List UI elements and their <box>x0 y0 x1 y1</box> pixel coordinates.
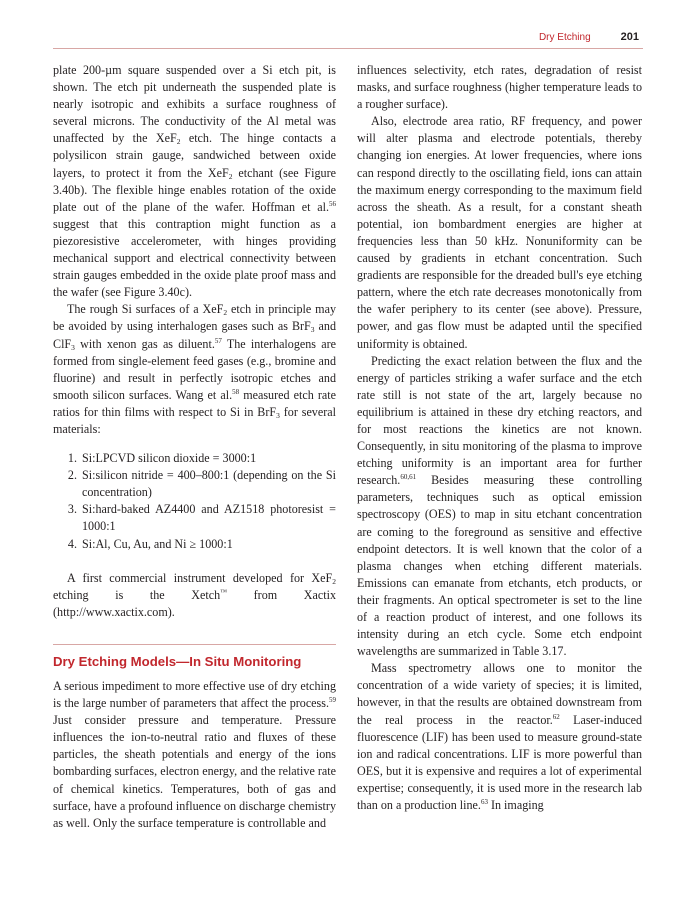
paragraph: influences selectivity, etch rates, degradation of resist masks, and surface roughness (higher temperature leads to a rougher surface). <box>357 63 642 112</box>
reference-marker: 57 <box>214 336 222 345</box>
etch-ratio-list <box>53 450 336 553</box>
list-item: 3. Si:hard-baked AZ4400 and AZ1518 photoresist = 1000:1 <box>67 502 336 534</box>
reference-marker: 59 <box>329 696 336 705</box>
paragraph: Also, electrode area ratio, RF frequency, and power will alter plasma and electrode potentials, thereby changing ion energies. At lower frequencies, where ions can respond directly to the oscillating field, ions can attain the maximum energy corresponding to the maximum field across the sheath. As a result, for a constant sheath potential, ion bombardment energies are higher at frequencies less than 50 kHz. Nonuniformity can be caused by gradients in etchant concentration. Such gradients are responsible for the dreaded bull's eye etching pattern, where the etch rate decreases monotonically from the wafer periphery to its center (see above). Pressure, power, and gas flow must be adapted until the specified uniformity is obtained. <box>357 114 642 351</box>
page-number: 201 <box>620 31 639 43</box>
paragraph: Mass spectrometry allows one to monitor the concentration of a wide variety of species; it is limited, however, in that the results are obtained downstream from the real process in the reactor.$^{62}$ Laser-induced fluorescence (LIF) has been used to measure ground-state ion and radical concentrations. LIF is more powerful than OES, but it is expensive and requires a lot of experimental expertise; consequently, it is used more in the research lab than on a production line.$^{63}$ In imaging <box>357 661 643 813</box>
list-item: 4. Si:Al, Cu, Au, and Ni ≥ 1000:1 <box>67 536 233 551</box>
list-item: 2. Si:silicon nitride = 400–800:1 (depending on the Si concentration) <box>67 468 336 500</box>
list-item: 1. Si:LPCVD silicon dioxide = 3000:1 <box>67 451 257 466</box>
reference-marker: 58 <box>232 387 240 396</box>
paragraph: A first commercial instrument developed for XeF$_2$ etching is the Xetch™ from Xactix (http://www.xactix.com). <box>53 570 336 619</box>
running-head: Dry Etching <box>538 32 591 43</box>
reference-marker: 63 <box>480 798 488 807</box>
paragraph: A serious impediment to more effective use of dry etching is the large number of parameters that affect the process.$^{59}$ Just consider pressure and temperature. Pressure influences the ion-to-neutral ratio and fluxes of these particles, the sheath potentials and energy of the ions bombarding surfaces, electron energy, and the relative rate of chemical kinetics. Temperatures, both of gas and surface, have a profound influence on discharge chemistry as well. Only the surface temperature is controllable and <box>53 679 336 830</box>
right-column <box>357 62 642 814</box>
section-heading: Dry Etching Models—In Situ Monitoring <box>53 653 302 669</box>
header-rule <box>53 48 643 49</box>
left-column <box>53 62 336 832</box>
page-header <box>539 31 639 43</box>
section-rule <box>53 644 336 645</box>
paragraph: Predicting the exact relation between the flux and the energy of particles striking a wafer surface and the etch rate still is not state of the art, largely because no equilibrium is attained in these dry etching reactors, and for most reactions the kinetics are not known. Consequently, in situ monitoring of the plasma to improve etching uniformity is an important area for further research.$^{60,61}$ Besides measuring these controlling parameters, techniques such as optical emission spectroscopy (OES) to map in situ etchant concentration are coming to the foreground as sensitive and effective endpoint detectors. It is well known that the color of a plasma changes when etching different materials. Emissions can emanate from etchants, etch products, or their fragments. An optical spectrometer is set to the line of a reaction product of interest, and one follows its intensity during an etch cycle. Some etch endpoint wavelengths are summarized in Table 3.17. <box>357 353 642 659</box>
reference-marker: 56 <box>329 199 336 208</box>
paragraph: The rough Si surfaces of a XeF$_2$ etch in principle may be avoided by using interhalogen gases such as BrF$_3$ and ClF$_3$ with xenon gas as diluent.$^{57}$ The interhalogens are formed from single-element feed gases (e.g., bromine and fluorine) and result in perfectly isotropic etches and smooth silicon surfaces. Wang et al.$^{58}$ measured etch rate ratios for thin films with respect to Si in BrF$_3$ for several materials: <box>53 302 336 436</box>
paragraph: plate 200-µm square suspended over a Si etch pit, is shown. The etch pit underneath the suspended plate is nearly isotropic and exhibits a surface roughness of several microns. The conductivity of the Al metal was unaffected by the XeF$_2$ etch. The hinge contacts a polysilicon strain gauge, sandwiched between oxide layers, to protect it from the XeF$_2$ etchant (see Figure 3.40b). The flexible hinge enables rotation of the oxide plate out of the plane of the wafer. Hoffman et al.$^{56}$ suggest that this contraption might function as a piezoresistive accelerometer, with hinges providing mechanical support and electrical connectivity between strain gauges embedded in the oxide plate proof mass and the wafer (see Figure 3.40c). <box>53 63 336 300</box>
reference-marker: 62 <box>552 712 560 721</box>
reference-marker: 60,61 <box>400 473 417 482</box>
